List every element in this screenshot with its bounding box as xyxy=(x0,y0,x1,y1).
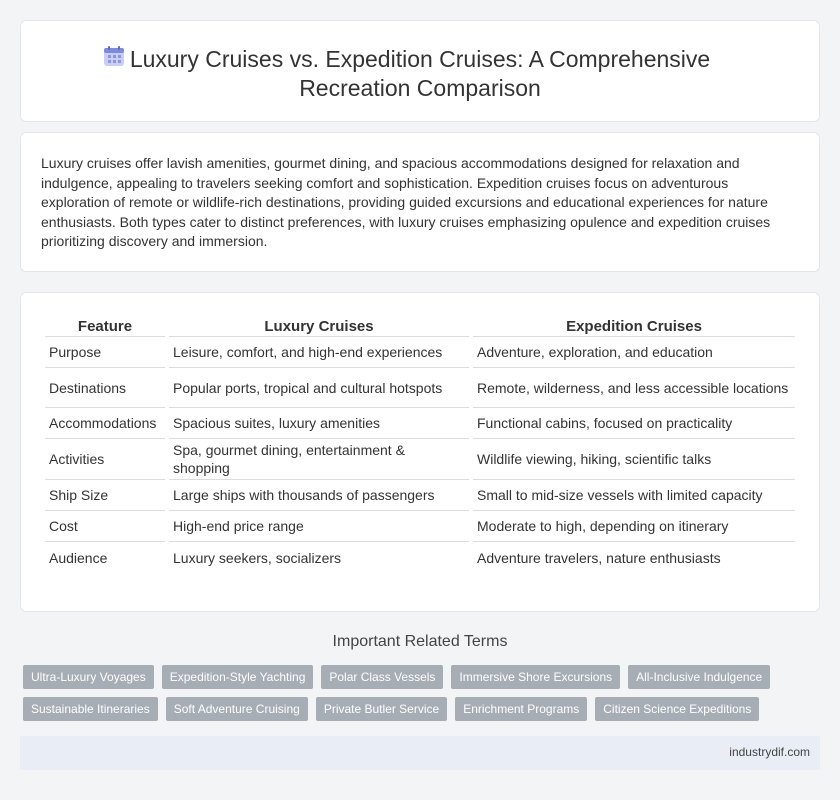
table-row xyxy=(45,337,795,368)
feature-cell: Ship Size xyxy=(45,480,165,511)
page-title: Luxury Cruises vs. Expedition Cruises: A Comprehensive Recreation Comparison xyxy=(129,46,711,101)
related-terms-list xyxy=(23,665,803,729)
feature-cell: Activities xyxy=(45,439,165,480)
related-term-tag[interactable]: Sustainable Itineraries xyxy=(23,697,158,721)
related-term-tag[interactable]: Polar Class Vessels xyxy=(321,665,443,689)
table-row xyxy=(45,511,795,542)
comparison-table xyxy=(41,315,799,573)
comparison-table-card xyxy=(20,292,820,612)
luxury-cell: Popular ports, tropical and cultural hotspots xyxy=(169,368,469,408)
expedition-cell: Moderate to high, depending on itinerary xyxy=(473,511,795,542)
header-luxury: Luxury Cruises xyxy=(169,315,469,337)
footer xyxy=(20,736,820,770)
table-row xyxy=(45,408,795,439)
expedition-cell: Small to mid-size vessels with limited capacity xyxy=(473,480,795,511)
related-term-tag[interactable]: Private Butler Service xyxy=(316,697,447,721)
related-term-tag[interactable]: Enrichment Programs xyxy=(455,697,587,721)
related-term-tag[interactable]: Ultra-Luxury Voyages xyxy=(23,665,154,689)
expedition-cell: Functional cabins, focused on practicality xyxy=(473,408,795,439)
table-row xyxy=(45,439,795,480)
table-row xyxy=(45,542,795,573)
expedition-cell: Adventure travelers, nature enthusiasts xyxy=(477,549,721,566)
related-terms-title: Important Related Terms xyxy=(332,633,508,650)
table-header-row xyxy=(45,315,795,337)
related-term-tag[interactable]: Soft Adventure Cruising xyxy=(166,697,308,721)
luxury-cell: High-end price range xyxy=(169,511,469,542)
table-row xyxy=(45,368,795,408)
footer-source[interactable]: industrydif.com xyxy=(729,745,810,759)
feature-cell: Purpose xyxy=(45,337,165,368)
luxury-cell: Large ships with thousands of passengers xyxy=(169,480,469,511)
related-term-tag[interactable]: Immersive Shore Excursions xyxy=(451,665,620,689)
luxury-cell: Spacious suites, luxury amenities xyxy=(169,408,469,439)
table-row xyxy=(45,480,795,511)
header-feature: Feature xyxy=(45,315,165,337)
related-term-tag[interactable]: Expedition-Style Yachting xyxy=(162,665,314,689)
luxury-cell: Spa, gourmet dining, entertainment & shopping xyxy=(169,439,469,480)
intro-card xyxy=(20,132,820,272)
feature-cell: Audience xyxy=(49,549,108,566)
luxury-cell: Luxury seekers, socializers xyxy=(173,549,342,566)
expedition-cell: Remote, wilderness, and less accessible locations xyxy=(473,368,795,408)
intro-paragraph: Luxury cruises offer lavish amenities, gourmet dining, and spacious accommodations designed for relaxation and indulgence, appealing to travelers seeking comfort and sophistication. Expedition cruises focus on adventurous exploration of remote or wildlife-rich destinations, providing guided excursions and educational experiences for nature enthusiasts. Both types cater to distinct preferences, with luxury cruises emphasizing opulence and expedition cruises prioritizing discovery and immersion. xyxy=(41,155,771,249)
feature-cell: Cost xyxy=(45,511,165,542)
luxury-cell: Leisure, comfort, and high-end experiences xyxy=(169,337,469,368)
related-term-tag[interactable]: All-Inclusive Indulgence xyxy=(628,665,770,689)
related-term-tag[interactable]: Citizen Science Expeditions xyxy=(595,697,759,721)
expedition-cell: Wildlife viewing, hiking, scientific talks xyxy=(473,439,795,480)
header-card xyxy=(20,20,820,122)
expedition-cell: Adventure, exploration, and education xyxy=(473,337,795,368)
tag-row xyxy=(23,665,803,689)
header-expedition: Expedition Cruises xyxy=(473,315,795,337)
feature-cell: Destinations xyxy=(45,368,165,408)
tag-row xyxy=(23,697,803,721)
feature-cell: Accommodations xyxy=(45,408,165,439)
